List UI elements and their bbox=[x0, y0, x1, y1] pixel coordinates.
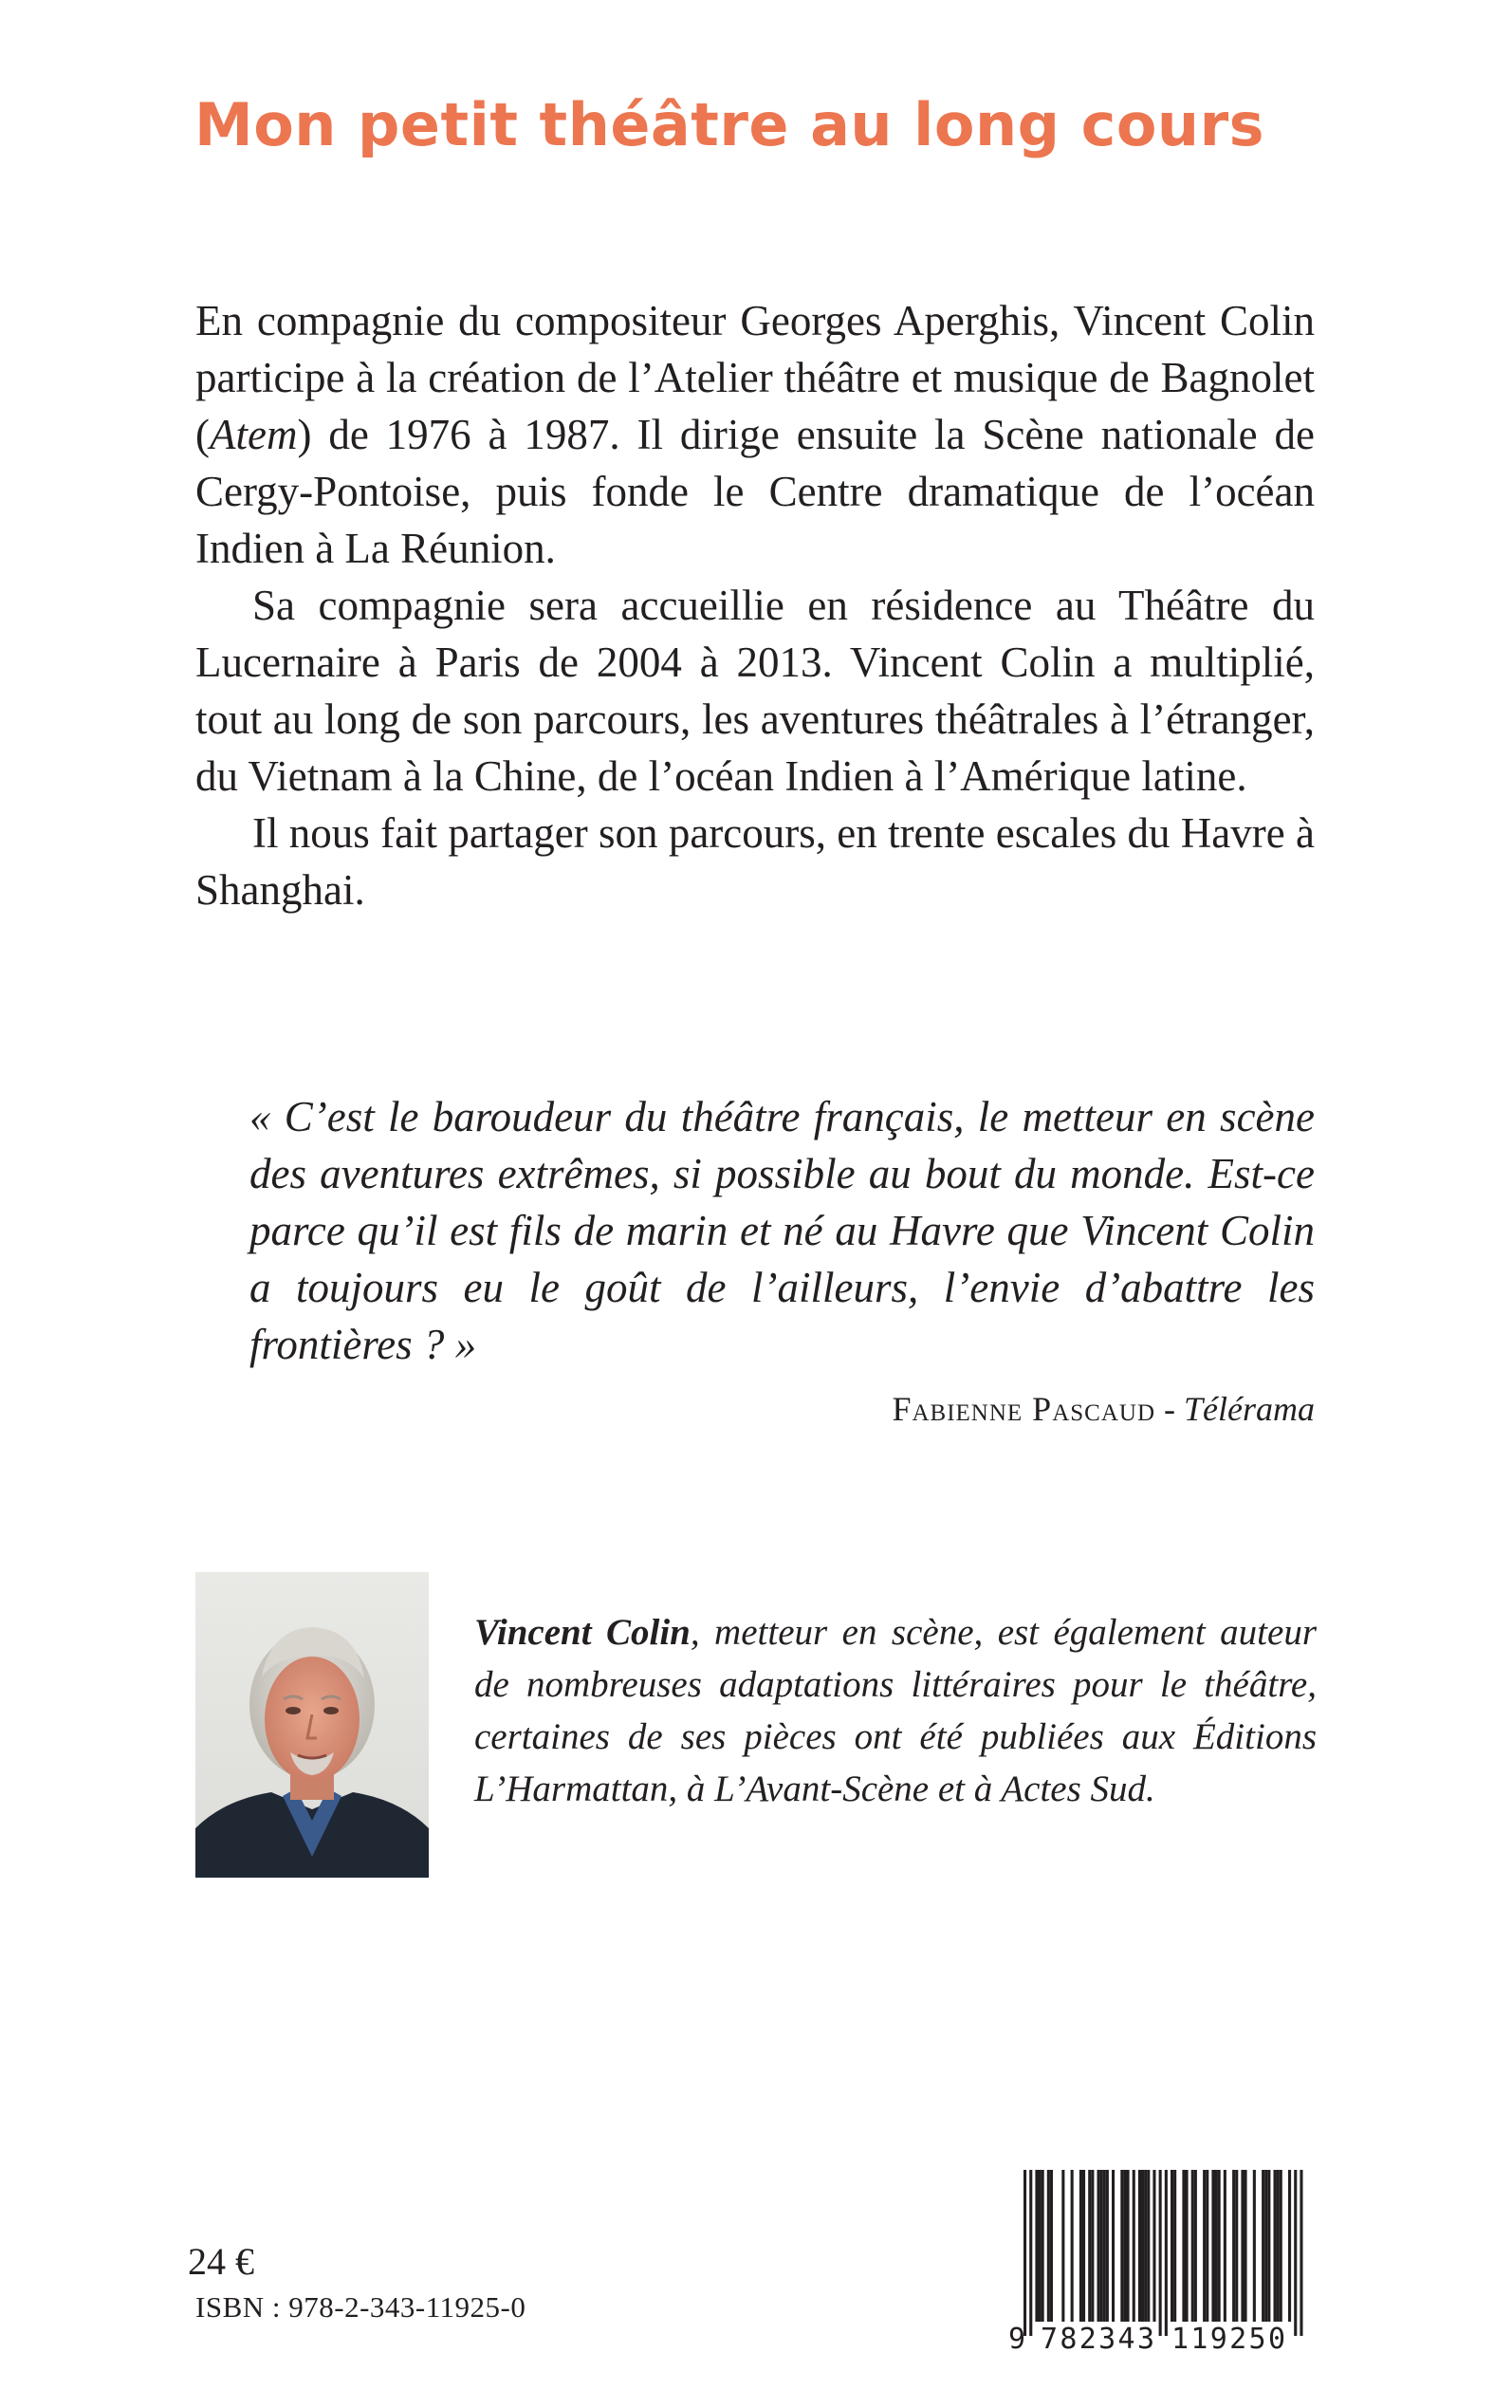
quote-source: Télérama bbox=[1184, 1390, 1315, 1428]
barcode-bar bbox=[1159, 2170, 1162, 2336]
barcode-bar bbox=[1186, 2170, 1189, 2322]
barcode-bar bbox=[1082, 2170, 1085, 2322]
barcode-bar bbox=[1241, 2170, 1244, 2322]
barcode-bar bbox=[1061, 2170, 1064, 2322]
barcode-bar bbox=[1091, 2170, 1094, 2322]
author-portrait-illustration bbox=[195, 1572, 429, 1878]
barcode-bar bbox=[1288, 2170, 1291, 2322]
barcode-bar bbox=[1039, 2170, 1042, 2322]
barcode-bar bbox=[1127, 2170, 1130, 2322]
author-bio-text: , metteur en scène, est également auteur de nombreuses adaptations littéraires pour le théâtre, certaines de ses pièces ont été publiées aux Éditions L’Harmattan, à L’Avant-Scène et à Actes Sud. bbox=[474, 1612, 1317, 1809]
barcode-bar bbox=[1173, 2170, 1176, 2322]
isbn-barcode bbox=[1003, 2166, 1316, 2353]
barcode-bar bbox=[1029, 2170, 1032, 2336]
barcode-bar bbox=[1097, 2170, 1100, 2322]
barcode-bar bbox=[1277, 2170, 1280, 2322]
barcode-bar bbox=[1182, 2170, 1185, 2322]
barcode-bar bbox=[1232, 2170, 1235, 2322]
barcode-bar bbox=[1112, 2170, 1115, 2322]
barcode-bar bbox=[1218, 2170, 1221, 2322]
barcode-bar bbox=[1138, 2170, 1141, 2322]
barcode-bar bbox=[1106, 2170, 1109, 2322]
description-paragraph-3: Il nous fait partager son parcours, en trente escales du Havre à Shanghai. bbox=[195, 809, 1315, 914]
barcode-bar bbox=[1144, 2170, 1147, 2322]
barcode-right-group: 119250 bbox=[1171, 2323, 1285, 2353]
press-quote bbox=[249, 1088, 1315, 1373]
price: 24 € bbox=[188, 2240, 254, 2283]
isbn: ISBN : 978-2-343-11925-0 bbox=[195, 2290, 526, 2324]
barcode-first-digit: 9 bbox=[1008, 2323, 1026, 2353]
barcode-bar bbox=[1047, 2170, 1050, 2322]
barcode-bar bbox=[1165, 2170, 1168, 2336]
barcode-bar bbox=[1171, 2170, 1173, 2322]
barcode-bar bbox=[1235, 2170, 1238, 2322]
barcode-bars bbox=[1023, 2170, 1303, 2336]
description-paragraph-1: En compagnie du compositeur Georges Aperghis, Vincent Colin participe à la création de l’Atelier théâtre et musique de Bagnolet (Atem) de 1976 à 1987. Il dirige ensuite la Scène nationale de Cergy-Pontoise, puis fonde le Centre dramatique de l’océan Indien à La Réunion. bbox=[195, 297, 1315, 572]
barcode-bar bbox=[1274, 2170, 1277, 2322]
barcode-bar bbox=[1203, 2170, 1206, 2322]
barcode-bar bbox=[1206, 2170, 1208, 2322]
barcode-bar bbox=[1191, 2170, 1194, 2322]
book-description bbox=[195, 292, 1315, 918]
description-paragraph-2: Sa compagnie sera accueillie en résidence au Théâtre du Lucernaire à Paris de 2004 à 2013. Vincent Colin a multiplié, tout au long de son parcours, les aventures théâtrales à l’étranger, du Vietnam à la Chine, de l’océan Indien à l’Amérique latine. bbox=[195, 582, 1315, 800]
quote-author: Fabienne Pascaud bbox=[892, 1390, 1155, 1428]
barcode-left-group: 782343 bbox=[1041, 2323, 1154, 2353]
author-bio bbox=[474, 1606, 1317, 1815]
attribution-separator: - bbox=[1155, 1390, 1184, 1428]
book-title: Mon petit théâtre au long cours bbox=[194, 90, 1265, 159]
author-photo bbox=[195, 1572, 429, 1878]
barcode-bar bbox=[1050, 2170, 1053, 2322]
press-quote-text: « C’est le baroudeur du théâtre français, le metteur en scène des aventures extrêmes, si possible au bout du monde. Est-ce parce qu’il est fils de marin et né au Havre que Vincent Colin a toujours eu le goût de l’ailleurs, l’envie d’abattre les frontières ? » bbox=[249, 1093, 1315, 1368]
barcode-bar bbox=[1042, 2170, 1044, 2322]
barcode-bar bbox=[1194, 2170, 1197, 2322]
barcode-bar bbox=[1071, 2170, 1074, 2322]
barcode-bar bbox=[1133, 2170, 1135, 2322]
barcode-bar bbox=[1224, 2170, 1226, 2322]
author-name: Vincent Colin bbox=[474, 1612, 691, 1653]
barcode-bar bbox=[1035, 2170, 1038, 2322]
barcode-bar bbox=[1294, 2170, 1297, 2336]
barcode-bar bbox=[1123, 2170, 1126, 2322]
barcode-bar bbox=[1264, 2170, 1267, 2322]
barcode-bar bbox=[1215, 2170, 1218, 2322]
barcode-bar bbox=[1147, 2170, 1150, 2322]
barcode-bar bbox=[1152, 2170, 1155, 2322]
barcode-bar bbox=[1079, 2170, 1082, 2322]
barcode-bar bbox=[1253, 2170, 1256, 2322]
barcode-bar bbox=[1211, 2170, 1214, 2322]
barcode-bar bbox=[1023, 2170, 1026, 2336]
barcode-bar bbox=[1100, 2170, 1103, 2322]
barcode-bar bbox=[1141, 2170, 1144, 2322]
barcode-bar bbox=[1088, 2170, 1091, 2322]
barcode-graphic bbox=[1003, 2166, 1316, 2353]
barcode-bar bbox=[1280, 2170, 1282, 2322]
barcode-bar bbox=[1262, 2170, 1264, 2322]
barcode-bar bbox=[1103, 2170, 1106, 2322]
barcode-bar bbox=[1245, 2170, 1247, 2322]
barcode-bar bbox=[1267, 2170, 1270, 2322]
quote-attribution bbox=[892, 1389, 1315, 1429]
barcode-bar bbox=[1300, 2170, 1302, 2336]
barcode-bar bbox=[1120, 2170, 1123, 2322]
